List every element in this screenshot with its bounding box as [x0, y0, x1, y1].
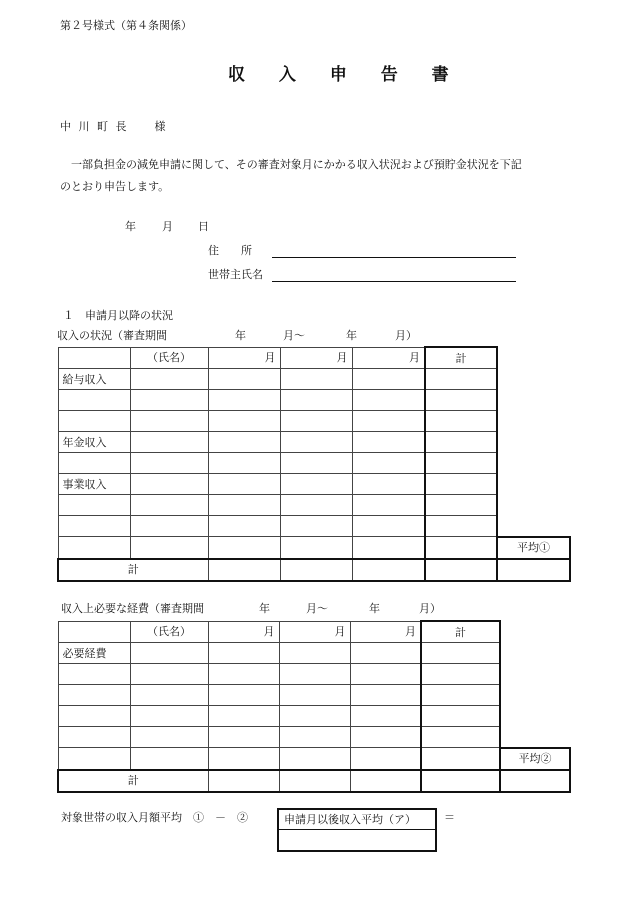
income-header-row	[58, 347, 570, 369]
householder-name-label: 世帯主氏名	[208, 268, 263, 281]
intro-line-2: のとおり申告します。	[60, 180, 170, 193]
table-row	[58, 537, 570, 559]
summary-box-value[interactable]	[279, 830, 435, 849]
summary-label: 対象世帯の収入月額平均 ① － ②	[61, 811, 248, 824]
expense-col-month2: 月	[279, 621, 350, 643]
table-row	[58, 369, 570, 390]
expense-total-row	[58, 770, 570, 792]
income-row-label: 給与収入	[58, 369, 130, 390]
table-row	[58, 432, 570, 453]
summary-equals: ＝	[444, 811, 455, 824]
table-row	[58, 727, 570, 748]
table-row	[58, 516, 570, 537]
income-period-month2: 月）	[395, 329, 417, 342]
income-col-month1: 月	[208, 347, 280, 369]
expense-col-month3: 月	[350, 621, 421, 643]
form-number: 第２号様式（第４条関係）	[60, 19, 192, 32]
householder-name-field[interactable]	[272, 281, 516, 282]
table-row	[58, 495, 570, 516]
expense-col-name: （氏名）	[130, 621, 208, 643]
expense-period-year1: 年	[259, 602, 270, 615]
address-field[interactable]	[272, 257, 516, 258]
table-row	[58, 748, 570, 770]
table-row	[58, 390, 570, 411]
income-average-value[interactable]	[497, 559, 570, 581]
income-total-label: 計	[58, 559, 208, 581]
date-year-label: 年	[125, 220, 136, 233]
table-row	[58, 411, 570, 432]
summary-box-label: 申請月以後収入平均（ア）	[279, 810, 435, 830]
income-period-month1: 月～	[283, 329, 305, 342]
table-row	[58, 664, 570, 685]
date-day-label: 日	[198, 220, 209, 233]
income-row-label: 事業収入	[58, 474, 130, 495]
income-col-month2: 月	[280, 347, 352, 369]
table-row	[58, 706, 570, 727]
address-label: 住 所	[208, 244, 252, 257]
page-title: 収 入 申 告 書	[228, 65, 463, 85]
expense-header-row	[58, 621, 570, 643]
table-row	[58, 643, 570, 664]
expense-period-year2: 年	[369, 602, 380, 615]
income-period-label: 収入の状況（審査期間	[57, 329, 167, 342]
summary-box	[277, 808, 437, 852]
table-row	[58, 453, 570, 474]
expense-average-value[interactable]	[500, 770, 570, 792]
income-period-year1: 年	[235, 329, 246, 342]
income-period-year2: 年	[346, 329, 357, 342]
addressee: 中 川 町 長 様	[60, 120, 168, 133]
expense-period-month2: 月）	[419, 602, 441, 615]
date-month-label: 月	[162, 220, 173, 233]
expense-period-month1: 月～	[306, 602, 328, 615]
expense-row-label: 必要経費	[58, 643, 130, 664]
table-row	[58, 685, 570, 706]
expense-period-label: 収入上必要な経費（審査期間	[61, 602, 204, 615]
income-col-total: 計	[425, 347, 497, 369]
income-col-month3: 月	[352, 347, 425, 369]
expense-table	[57, 620, 571, 793]
expense-col-month1: 月	[208, 621, 279, 643]
income-col-name: （氏名）	[130, 347, 208, 369]
income-average-label: 平均①	[497, 537, 570, 559]
expense-average-label: 平均②	[500, 748, 570, 770]
income-table	[57, 346, 571, 582]
expense-total-label: 計	[58, 770, 208, 792]
income-total-row	[58, 559, 570, 581]
intro-line-1: 一部負担金の減免申請に関して、その審査対象月にかかる収入状況および預貯金状況を下記	[71, 158, 522, 171]
table-row	[58, 474, 570, 495]
section-heading: １ 申請月以降の状況	[63, 309, 173, 322]
expense-col-total: 計	[421, 621, 500, 643]
income-row-label: 年金収入	[58, 432, 130, 453]
